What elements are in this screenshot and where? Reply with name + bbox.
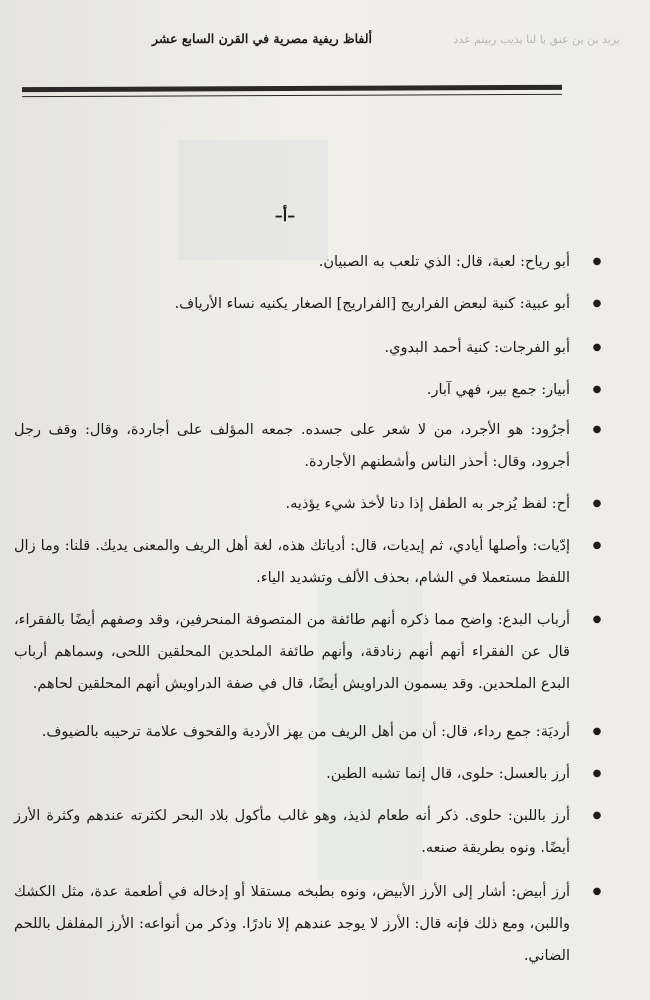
bullet-icon: ● [592,768,602,779]
entry-text: أرز باللبن: حلوى. ذكر أنه طعام لذيذ، وهو غالب مأكول بلاد البحر لكثرته عندهم وكثرة الأرز أيضًا. ونوه بطريقة صنعه. [14,808,570,856]
glossary-entry [14,716,604,748]
entry-text: أرباب البدع: واضح مما ذكره أنهم طائفة من المتصوفة المنحرفين، وقد وصفهم أيضًا بالفقراء، قال عن الفقراء أنهم أنهم زنادقة، وأنهم طائفة الملحدين المحلقين اللحى، وسماهم أرباب البدع الملحدين. وقد يسمون الدراويش أيضًا، قال في صفة الدراويش أنهم المحلقين لحاهم. [14,612,570,692]
bullet-icon: ● [592,298,602,309]
glossary-entry [14,758,604,790]
entry-text: أبو عبية: كنية لبعض الفراريج [الفراريج] الصغار يكنيه نساء الأرياف. [174,296,570,312]
entry-text: إدّيات: وأصلها أيادي، ثم إيديات، قال: أدياتك هذه، لغة أهل الريف والمعنى يديك. قلنا: وما زال اللفظ مستعملا في الشام، بحذف الألف وتشديد الياء. [14,538,570,586]
entry-text: أجرُود: هو الأجرد، من لا شعر على جسده. جمعه المؤلف على أجاردة، وقال: وقف رجل أجرود، وقال: أحذر الناس وأشطنهم الأجاردة. [14,422,570,470]
entry-text: أبو الفرجات: كنية أحمد البدوي. [384,340,570,356]
entry-text: أح: لفظ يُزجر به الطفل إذا دنا لأخذ شيء يؤذيه. [285,496,570,512]
entry-text: أرديَة: جمع رداء، قال: أن من أهل الريف من يهز الأردية والقحوف علامة ترحيبه بالضيوف. [41,724,570,740]
bullet-icon: ● [592,498,602,509]
glossary-entry [14,800,604,864]
bullet-icon: ● [592,342,602,353]
header-rule-thick [22,85,562,92]
glossary-entry [14,414,604,478]
glossary-entry [14,876,604,972]
bullet-icon: ● [592,810,602,821]
entry-text: أرز أبيض: أشار إلى الأرز الأبيض، ونوه بطبخه مستقلا أو إدخاله في أطعمة عدة، مثل الكشك واللبن، ومع ذلك فإنه قال: الأرز لا يوجد عندهم إلا نادرًا. وذكر من أنواعه: الأرز المفلفل باللحم الضاني. [14,884,570,964]
glossary-entry [14,604,604,700]
bleed-through-image [178,140,328,260]
glossary-entry [14,374,604,406]
bullet-icon: ● [592,726,602,737]
bullet-icon: ● [592,886,602,897]
entry-text: أرز بالعسل: حلوى، قال إنما تشبه الطين. [326,766,570,782]
glossary-entry [14,246,604,278]
entry-text: أبو رياح: لعبة، قال: الذي تلعب به الصبيان. [318,254,570,270]
section-heading: –أ– [274,206,296,225]
bullet-icon: ● [592,256,602,267]
entry-text: أبيار: جمع بير، فهي آبار. [426,382,570,398]
glossary-entry [14,288,604,320]
header-rule-thin [22,94,562,98]
glossary-entry [14,332,604,364]
bullet-icon: ● [592,614,602,625]
bullet-icon: ● [592,384,602,395]
bleed-through-text: يزيد بن ين عنق يا لنا يذيب ربيتم عدد [453,33,620,46]
glossary-entry [14,488,604,520]
running-head: ألفاظ ريفية مصرية في القرن السابع عشر [152,31,372,46]
bullet-icon: ● [592,424,602,435]
glossary-entry [14,530,604,594]
bullet-icon: ● [592,540,602,551]
